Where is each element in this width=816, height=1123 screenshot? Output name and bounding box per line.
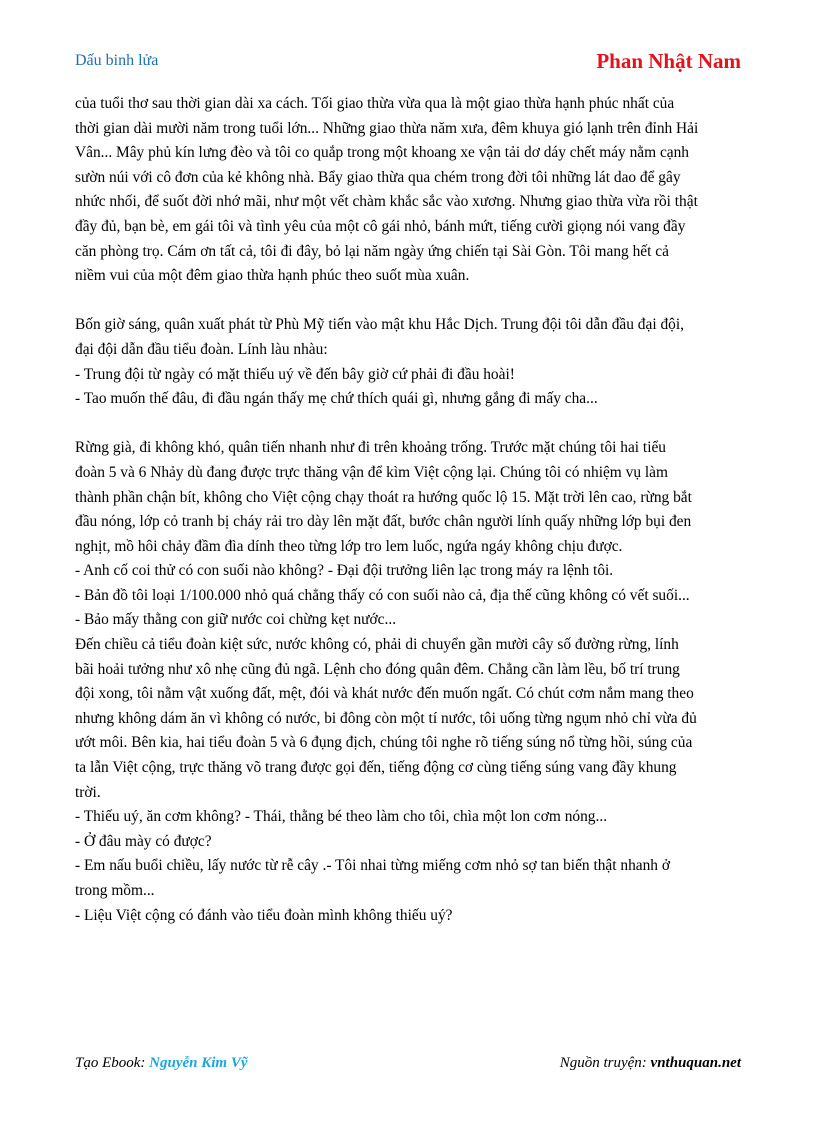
text-line: căn phòng trọ. Cám ơn tất cả, tôi đi đây, bỏ lại năm ngày ứng chiến tại Sài Gòn. Tôi mang hết cả (75, 242, 669, 260)
paragraph (75, 92, 745, 289)
text-line: - Trung đội từ ngày có mặt thiếu uý về đến bây giờ cứ phải đi đầu hoài! (75, 365, 515, 383)
text-line: - Em nấu buổi chiều, lấy nước từ rễ cây .- Tôi nhai từng miếng cơm nhỏ sợ tan biến thật nhanh ở (75, 857, 670, 875)
text-line: nhưng không dám ăn vì không có nước, bi đông còn một tí nước, tôi uống từng ngụm nhỏ chỉ vừa đủ (75, 709, 697, 727)
text-line: - Tao muốn thế đâu, đi đầu ngán thấy mẹ chứ thích quái gì, nhưng gắng đi mấy cha... (75, 390, 598, 408)
text-line: - Ở đâu mày có được? (75, 832, 212, 850)
text-line: đại đội dẫn đầu tiểu đoàn. Lính làu nhàu: (75, 340, 328, 358)
text-line: đoàn 5 và 6 Nhảy dù đang được trực thăng vận để kìm Việt cộng lại. Chúng tôi có nhiệm vụ làm (75, 463, 668, 481)
book-title: Dấu binh lửa (75, 52, 159, 69)
source-site: vnthuquan.net (650, 1055, 741, 1071)
text-line: bãi hoải tưởng như xô nhẹ cũng đủ ngã. Lệnh cho đóng quân đêm. Chẳng cần làm lều, bố trí trung (75, 660, 680, 678)
source-label: Nguồn truyện (559, 1055, 642, 1071)
text-line: đội xong, tôi nằm vật xuống đất, mệt, đói và khát nước đến muốn ngất. Có chút cơm nắm mang theo (75, 685, 694, 703)
text-line: - Liệu Việt cộng có đánh vào tiểu đoàn mình không thiếu uý? (75, 906, 453, 924)
text-line: thời gian dài mười năm trong tuổi lớn... Những giao thừa năm xưa, đêm khuya gió lạnh trên đỉnh Hải (75, 119, 699, 137)
author-name: Phan Nhật Nam (596, 49, 741, 73)
source-colon: : (641, 1055, 651, 1071)
text-line: Vân... Mây phủ kín lưng đèo và tôi co quắp trong một khoang xe vận tải dơ dáy chết máy nằm cạnh (75, 144, 690, 162)
text-line: - Thiếu uý, ăn cơm không? - Thái, thằng bé theo làm cho tôi, chìa một lon cơm nóng... (75, 808, 608, 826)
source-credit (560, 1055, 741, 1072)
ebook-creator-name: Nguyễn Kim Vỹ (149, 1055, 248, 1071)
paragraph (75, 313, 745, 411)
text-line: nghịt, mồ hôi chảy đầm đìa dính theo từng lớp tro lem luốc, ngứa ngáy không chịu được. (75, 537, 623, 555)
paragraph-gap (75, 412, 745, 437)
text-line: trong mồm... (75, 882, 155, 899)
text-line: đầy đủ, bạn bè, em gái tôi và tình yêu của một cô gái nhỏ, bánh mứt, tiếng cười giọng nói vang đầy (75, 217, 686, 235)
text-line: trời. (75, 783, 101, 801)
text-line: - Anh cố coi thử có con suối nào không? - Đại đội trưởng liên lạc trong máy ra lệnh tôi. (75, 562, 614, 580)
text-line: đầu nóng, lớp cỏ tranh bị cháy rải tro dày lên mặt đất, bước chân người lính quấy những lớp bụi đen (75, 513, 692, 531)
ebook-credit-label: Tạo Ebook (75, 1055, 141, 1071)
text-line: sườn núi với cô đơn của kẻ không nhà. Bẩy giao thừa qua chém trong đời tôi những lát dao để gây (75, 168, 681, 186)
text-line: niềm vui của một đêm giao thừa hạnh phúc theo suốt mùa xuân. (75, 267, 470, 285)
text-line: - Bản đồ tôi loại 1/100.000 nhỏ quá chẳng thấy có con suối nào cả, địa thế cũng không có vết suối... (75, 586, 690, 604)
text-line: Rừng già, đi không khó, quân tiến nhanh như đi trên khoảng trống. Trước mặt chúng tôi hai tiểu (75, 439, 667, 457)
paragraph (75, 436, 745, 928)
text-line: nhức nhối, để suốt đời nhớ mãi, như một vết chàm khắc sắc vào xương. Nhưng giao thừa vừa rồi thật (75, 193, 698, 211)
text-line: thành phần chận bít, không cho Việt cộng chạy thoát ra hướng quốc lộ 15. Mặt trời lên cao, rừng bắt (75, 488, 692, 506)
ebook-credit (75, 1055, 248, 1072)
text-line: Đến chiều cả tiểu đoàn kiệt sức, nước không có, phải di chuyển gần mười cây số đường rừng, lính (75, 636, 679, 654)
text-line: của tuổi thơ sau thời gian dài xa cách. Tối giao thừa vừa qua là một giao thừa hạnh phúc nhất của (75, 95, 675, 112)
ebook-credit-colon: : (140, 1055, 150, 1071)
text-line: Bốn giờ sáng, quân xuất phát từ Phù Mỹ tiến vào mật khu Hắc Dịch. Trung đội tôi dẫn đầu đại đội, (75, 316, 684, 334)
paragraph-gap (75, 289, 745, 314)
page-body (75, 92, 745, 928)
text-line: ta lẫn Việt cộng, trực thăng võ trang được gọi đến, tiếng động cơ cùng tiếng súng vang đầy khung (75, 759, 677, 777)
text-line: ướt môi. Bên kia, hai tiểu đoàn 5 và 6 đụng địch, chúng tôi nghe rõ tiếng súng nổ từng hồi, súng của (75, 734, 693, 752)
text-line: - Bảo mấy thằng con giữ nước coi chừng kẹt nước... (75, 611, 397, 629)
